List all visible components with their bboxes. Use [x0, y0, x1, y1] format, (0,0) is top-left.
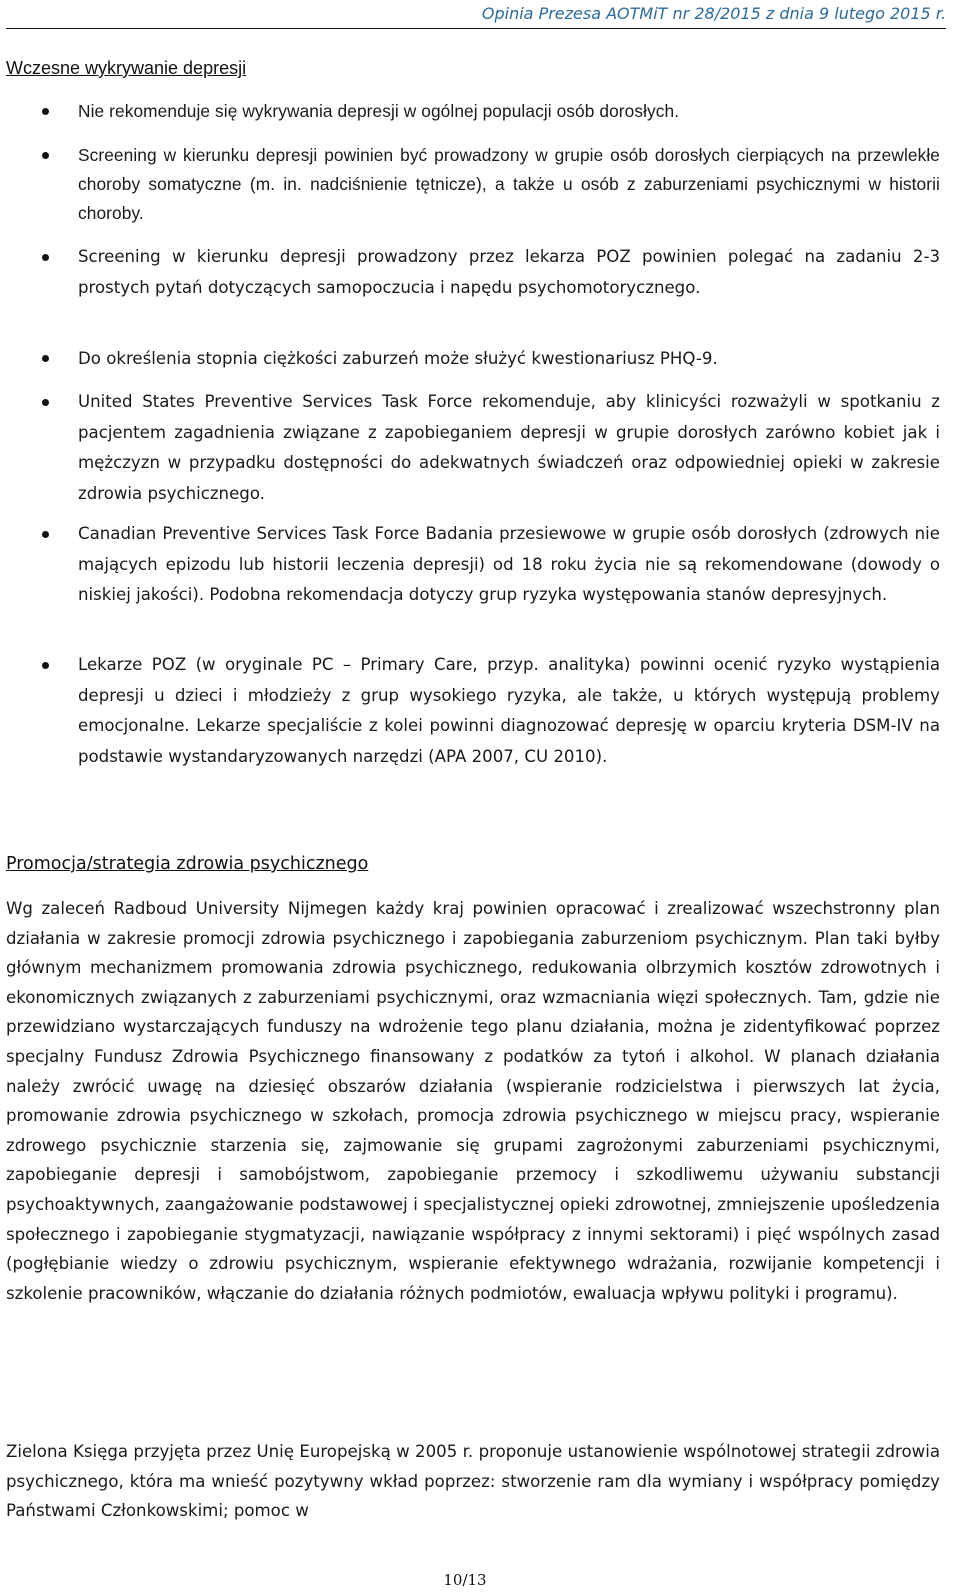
list-item-text: Canadian Preventive Services Task Force Badania przesiewowe w grupie osób dorosłych (zdrowych nie mających epizodu lub historii leczenia depresji) od 18 roku życia nie są rekomendowane (dowody o niskiej jakości). Podobna rekomendacja dotyczy grup ryzyka występowania stanów depresyjnych.: [78, 524, 940, 604]
page-number: 10/13: [443, 1571, 487, 1589]
bullet-icon: [42, 662, 49, 669]
bullet-icon: [42, 399, 49, 406]
bullet-icon: [42, 254, 49, 261]
page-header: Opinia Prezesa AOTMiT nr 28/2015 z dnia 9 lutego 2015 r.: [6, 2, 946, 29]
body-paragraph: Zielona Księga przyjęta przez Unię Europejską w 2005 r. proponuje ustanowienie wspólnotowej strategii zdrowia psychicznego, która ma wnieść pozytywny wkład poprzez: stworzenie ram dla wymiany i współpracy pomiędzy Państwami Członkowskimi; pomoc w: [6, 1442, 940, 1521]
bullet-icon: [42, 355, 49, 362]
section-title-early-detection: Wczesne wykrywanie depresji: [6, 58, 247, 78]
bullet-icon: [42, 531, 49, 538]
list-item-text: Screening w kierunku depresji prowadzony przez lekarza POZ powinien polegać na zadaniu 2-3 prostych pytań dotyczących samopoczucia i napędu psychomotorycznego.: [78, 247, 940, 297]
section-title-mental-health-promotion: Promocja/strategia zdrowia psychicznego: [6, 854, 369, 874]
list-item-text: United States Preventive Services Task Force rekomenduje, aby klinicyści rozważyli w spotkaniu z pacjentem zagadnienia związane z zapobieganiem depresji w grupie dorosłych zarówno kobiet jak i mężczyzn w przypadku dostępności do adekwatnych świadczeń oraz odpowiedniej opieki w zakresie zdrowia psychicznego.: [78, 392, 940, 503]
list-item-text: Nie rekomenduje się wykrywania depresji w ogólnej populacji osób dorosłych.: [78, 101, 680, 121]
list-item-text: Do określenia stopnia ciężkości zaburzeń może służyć kwestionariusz PHQ-9.: [78, 349, 718, 368]
list-item-text: Lekarze POZ (w oryginale PC – Primary Care, przyp. analityka) powinni ocenić ryzyko wystąpienia depresji u dzieci i młodzieży z grup wysokiego ryzyka, ale także, u których występują problemy emocjonalne. Lekarze specjaliście z kolei powinni diagnozować depresję w oparciu kryteria DSM-IV na podstawie wystandaryzowanych narzędzi (APA 2007, CU 2010).: [78, 655, 940, 766]
list-item-text: Screening w kierunku depresji powinien być prowadzony w grupie osób dorosłych cierpiących na przewlekłe choroby somatyczne (m. in. nadciśnienie tętnicze), a także u osób z zaburzeniami psychicznymi w historii choroby.: [78, 145, 940, 223]
bullet-icon: [42, 108, 49, 115]
bullet-icon: [42, 152, 49, 159]
body-paragraph: Wg zaleceń Radboud University Nijmegen każdy kraj powinien opracować i zrealizować wszechstronny plan działania w zakresie promocji zdrowia psychicznego i zapobiegania zaburzeniom psychicznym. Plan taki byłby głównym mechanizmem promowania zdrowia psychicznego, redukowania olbrzymich kosztów zdrowotnych i ekonomicznych związanych z zaburzeniami psychicznymi, oraz wzmacniania więzi społecznych. Tam, gdzie nie przewidziano wystarczających funduszy na wdrożenie tego planu działania, można je zidentyfikować poprzez specjalny Fundusz Zdrowia Psychicznego finansowany z podatków za tytoń i alkohol. W planach działania należy zwrócić uwagę na dziesięć obszarów działania (wspieranie rodzicielstwa i pierwszych lat życia, promowanie zdrowia psychicznego w szkołach, promocja zdrowia psychicznego w miejscu pracy, wspieranie zdrowego psychicznie starzenia się, zajmowanie się grupami zagrożonymi zaburzeniami psychicznymi, zapobieganie depresji i samobójstwom, zapobieganie przemocy i szkodliwemu używaniu substancji psychoaktywnych, zaangażowanie podstawowej i specjalistycznej opieki zdrowotnej, zmniejszenie upośledzenia społecznego i zapobieganie stygmatyzacji, nawiązanie współpracy z innymi sektorami) i pięć wspólnych zasad (pogłębianie wiedzy o zdrowiu psychicznym, wspieranie efektywnego wdrażania, rozwijanie kompetencji i szkolenie pracowników, włączanie do działania różnych podmiotów, ewaluacja wpływu polityki i programu).: [6, 899, 940, 1303]
